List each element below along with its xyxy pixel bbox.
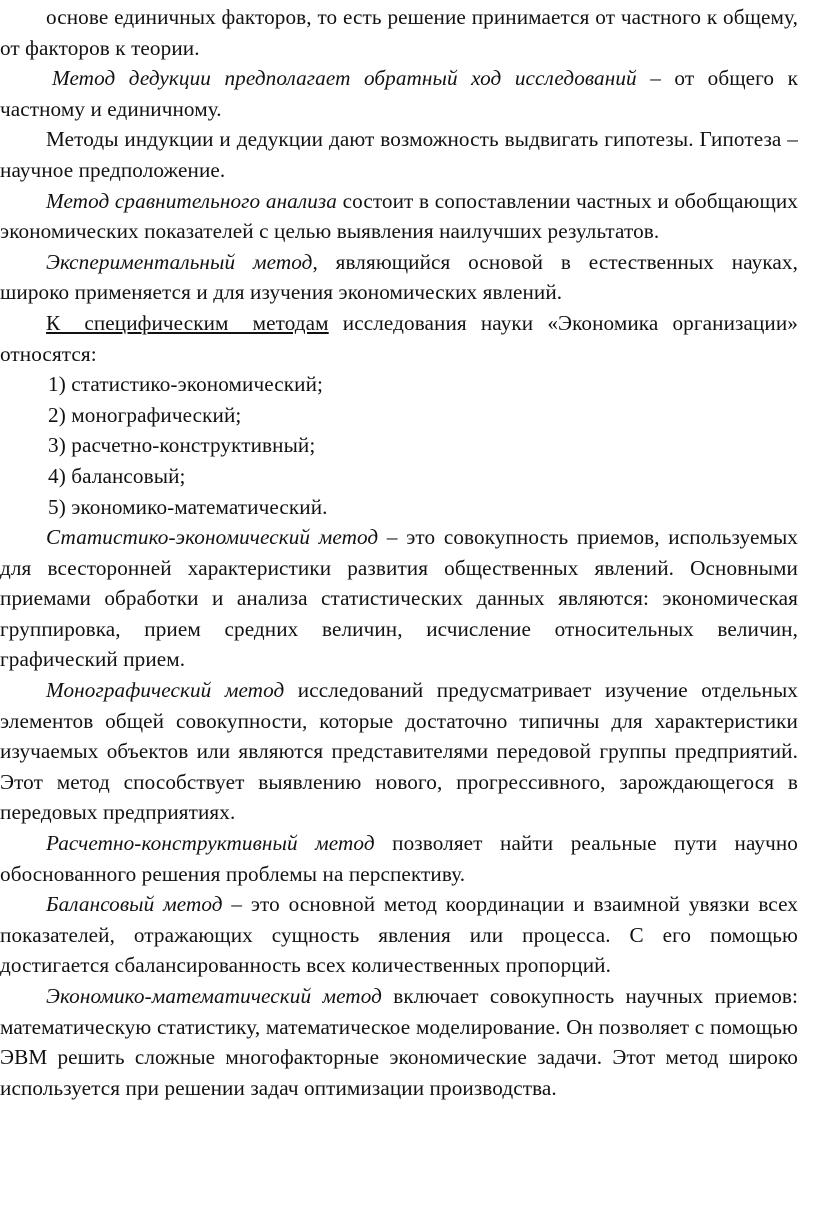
paragraph-monographic-method — [0, 675, 798, 828]
italic-term: Экономико-математический метод — [46, 984, 382, 1008]
paragraph-math-method — [0, 981, 798, 1103]
italic-term: Экспериментальный метод — [46, 249, 313, 274]
italic-term: Балансовый метод — [46, 892, 223, 917]
paragraph-text: состоит в сопоставлении частных и обобщающих экономических показателей с целью выявления наилучших результатов. — [0, 188, 798, 244]
underlined-term: К специфическим методам — [46, 310, 329, 335]
paragraph-text: исследования науки «Экономика организации» относятся: — [0, 310, 798, 366]
paragraph-statistical-method — [0, 522, 798, 675]
paragraph-text: , являющийся основой в естественных науках, широко применяется и для изучения экономических явлений. — [0, 249, 798, 305]
paragraph-text: исследований предусматривает изучение отдельных элементов общей совокупности, которые достаточно типичны для характеристики изучаемых объектов или являются представителями передовой группы предприятий. Этот метод способствует выявлению нового, прогрессивного, зарождающегося в передовых предприятиях. — [0, 678, 798, 825]
paragraph-induction-continuation — [0, 2, 798, 63]
italic-term: Метод дедукции предполагает обратный ход исследований — [52, 66, 637, 91]
paragraph-comparative-analysis — [0, 186, 798, 247]
paragraph-hypothesis — [0, 124, 798, 185]
paragraph-text: позволяет найти реальные пути научно обоснованного решения проблемы на перспективу. — [0, 831, 799, 886]
paragraph-experimental-method — [0, 247, 798, 308]
paragraph-text: основе единичных факторов, то есть решение принимается от частного к общему, от факторов к теории. — [0, 5, 798, 60]
list-item: 3) расчетно-конструктивный; — [48, 433, 316, 458]
list-item: 2) монографический; — [48, 402, 242, 427]
paragraph-text: – от общего к частному и единичному. — [0, 66, 798, 121]
paragraph-balance-method — [0, 889, 798, 981]
paragraph-text: включает совокупность научных приемов: математическую статистику, математическое моделирование. Он позволяет с помощью ЭВМ решить сложные многофакторные экономические задачи. Этот метод широко используется при решении задач оптимизации производства. — [0, 984, 798, 1100]
paragraph-deduction — [0, 63, 798, 124]
paragraph-constructive-method — [0, 828, 798, 889]
list-item: 1) статистико-экономический; — [48, 372, 324, 397]
paragraph-text: – это совокупность приемов, используемых для всесторонней характеристики развития общественных явлений. Основными приемами обработки и анализа статистических данных являются: экономическая группировка, прием средних величин, исчисление относительных величин, графический прием. — [0, 525, 798, 672]
paragraph-specific-methods — [0, 308, 798, 369]
paragraph-text: – это основной метод координации и взаимной увязки всех показателей, отражающих сущность явления или процесса. С его помощью достигается сбалансированность всех количественных пропорций. — [0, 892, 798, 978]
italic-term: Монографический метод — [46, 678, 285, 703]
italic-term: Статистико-экономический метод — [46, 525, 379, 550]
paragraph-text: Методы индукции и дедукции дают возможность выдвигать гипотезы. Гипотеза – научное предположение. — [0, 127, 798, 182]
italic-term: Расчетно-конструктивный метод — [46, 831, 375, 856]
list-item: 5) экономико-математический. — [48, 494, 328, 519]
list-item: 4) балансовый; — [48, 463, 186, 488]
italic-term: Метод сравнительного анализа — [46, 188, 337, 213]
